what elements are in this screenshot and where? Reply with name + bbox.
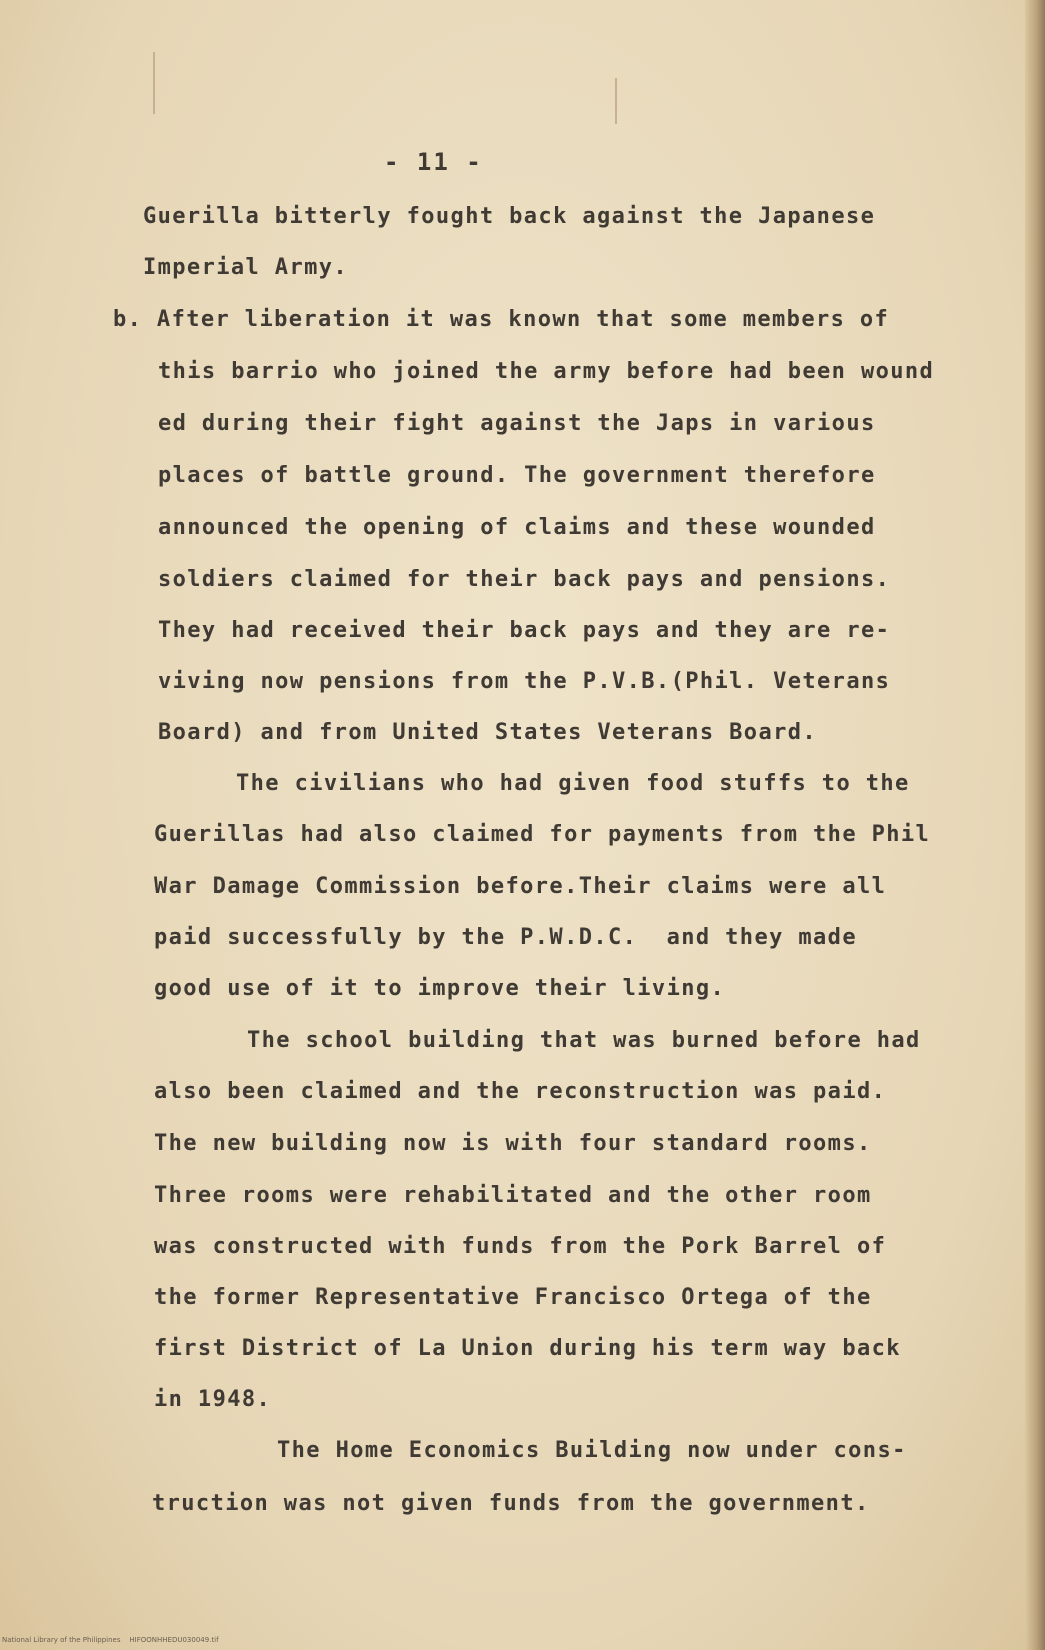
page-number: - 11 - — [384, 148, 483, 176]
scan-footer: National Library of the Philippines HIFOONHHEDU030049.tif — [2, 1636, 219, 1644]
text-line: soldiers claimed for their back pays and pensions. — [158, 567, 891, 592]
text-line: also been claimed and the reconstruction was paid. — [154, 1079, 887, 1104]
text-line: the former Representative Francisco Ortega of the — [154, 1285, 872, 1310]
text-line: places of battle ground. The government therefore — [158, 463, 876, 488]
text-line: this barrio who joined the army before had been wound — [158, 359, 935, 384]
text-line: announced the opening of claims and these wounded — [158, 515, 876, 540]
paper-crease — [615, 78, 617, 124]
text-line: Guerilla bitterly fought back against the Japanese — [143, 204, 876, 229]
text-line: The new building now is with four standard rooms. — [154, 1131, 872, 1156]
text-line: viving now pensions from the P.V.B.(Phil. Veterans — [158, 669, 891, 694]
text-line: Three rooms were rehabilitated and the other room — [154, 1183, 872, 1208]
text-line: They had received their back pays and they are re- — [158, 618, 891, 643]
text-line: ed during their fight against the Japs in various — [158, 411, 876, 436]
text-line: paid successfully by the P.W.D.C. and they made — [154, 925, 857, 950]
text-line: b. After liberation it was known that some members of — [113, 307, 890, 332]
text-line: Board) and from United States Veterans Board. — [158, 720, 818, 745]
page-edge — [1025, 0, 1045, 1650]
text-line: good use of it to improve their living. — [154, 976, 726, 1001]
text-line: first District of La Union during his term way back — [154, 1336, 901, 1361]
text-line: The Home Economics Building now under cons- — [277, 1438, 907, 1463]
text-line: was constructed with funds from the Pork Barrel of — [154, 1234, 887, 1259]
text-line: Guerillas had also claimed for payments from the Phil — [154, 822, 931, 847]
text-line: The school building that was burned before had — [247, 1028, 921, 1053]
text-line: in 1948. — [154, 1387, 272, 1412]
paper-crease — [153, 52, 155, 114]
text-line: truction was not given funds from the government. — [152, 1491, 870, 1516]
text-line: Imperial Army. — [143, 255, 349, 280]
text-line: War Damage Commission before.Their claims were all — [154, 874, 887, 899]
text-line: The civilians who had given food stuffs to the — [236, 771, 910, 796]
